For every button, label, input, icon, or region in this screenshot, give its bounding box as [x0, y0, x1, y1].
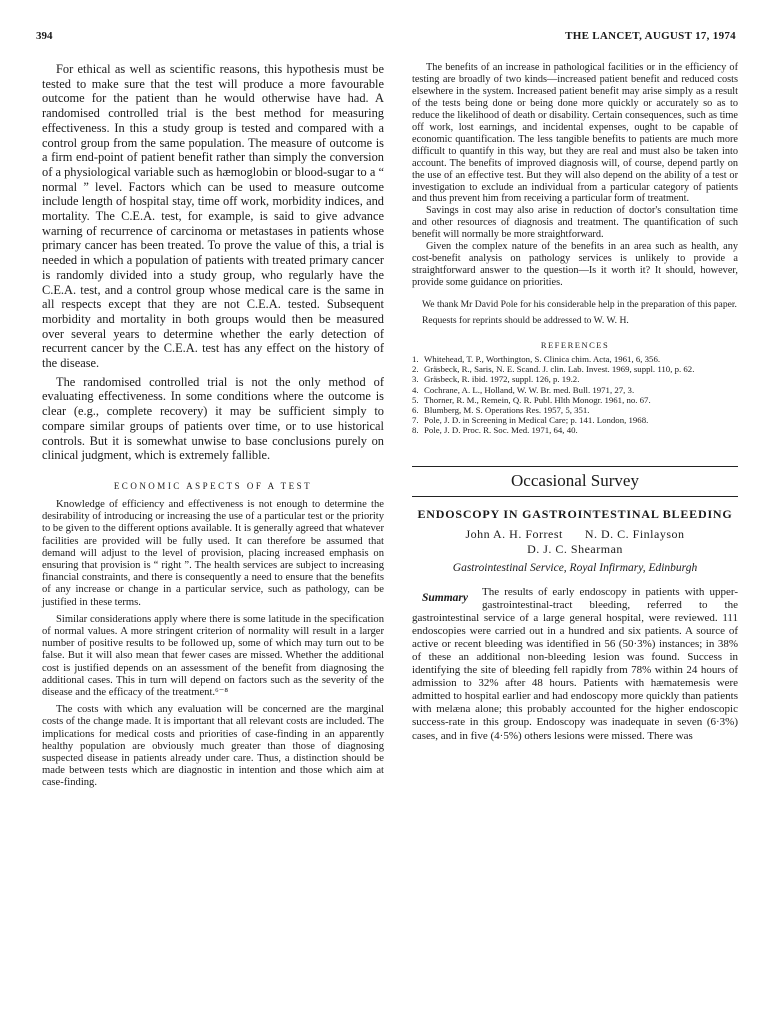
reference-number: 2.	[412, 364, 419, 375]
reference-item	[412, 405, 738, 415]
divider	[412, 466, 738, 467]
reference-item	[412, 354, 738, 364]
divider	[412, 496, 738, 497]
reference-item	[412, 415, 738, 425]
ack-text: Requests for reprints should be addressed to W. W. H.	[422, 314, 629, 326]
reference-item	[412, 374, 738, 384]
reference-number: 5.	[412, 394, 419, 405]
body-paragraph: The randomised controlled trial is not the only method of evaluating effectiveness. In some conditions where the outcome is clear (e.g., complete recovery) it may be sufficient simply to compare similar groups of patients over time, or to use historical controls. But it is somewhat unwise to base conclusions purely on clinical judgment, which is extremely fallible.	[42, 374, 384, 463]
author: D. J. C. Shearman	[527, 541, 623, 556]
authors	[412, 527, 738, 557]
reference-number: 8.	[412, 425, 419, 436]
summary-label: Summary	[422, 591, 469, 604]
reference-number: 1.	[412, 353, 419, 364]
summary-text: The results of early endoscopy in patients with upper-gastrointestinal-tract bleeding, referred to the gastrointestinal service of a large general hospital, were reviewed. 111 endoscopies were carried out in a hundred and six patients. A source of active or recent bleeding was identified in 56 (50·3%) instances; in 38% of these an additional non-bleeding lesion was found. Success in identifying the site of bleeding fell rapidly from 78% within 24 hours of admission to 32% after 48 hours. Patients with hæmatemesis were admitted to hospital earlier and had endoscopy more quickly than patients with melæna alone; this probably accounted for the higher endoscopic success-rate in this group. Endoscopy was inadequate in seven (6·3%) cases, and in five (4·5%) others lesions were missed. There was	[412, 585, 738, 742]
body-paragraph: The benefits of an increase in pathological facilities or in the efficiency of testing are broadly of two kinds—increased patient benefit and reduced costs elsewhere in the system. Increased patient benefit may arise simply as a result of the tests being done or being done more quickly or accurately so as to reduce the likelihood of death or disability. Certain consequences, such as time off work, lost earnings, and incidental expenses, ought to be capable of economic quantification. The less tangible benefits to patients are much more difficult to quantify in this way, but they are real and must also be taken into account. The benefits of improved diagnosis will, of course, depend partly on the use of an effective test. But they will also depend on the ability of a test or investigation to exclude an individual from a particular category of patients and thus prevent him from receiving a particular form of treatment.	[412, 62, 738, 205]
reference-text: Whitehead, T. P., Worthington, S. Clinica chim. Acta, 1961, 6, 356.	[424, 353, 661, 364]
ack-text: We thank Mr David Pole for his considerable help in the preparation of this paper.	[422, 299, 737, 311]
right-column	[412, 62, 738, 743]
section-heading: ECONOMIC ASPECTS OF A TEST	[113, 480, 313, 491]
acknowledgements	[412, 299, 738, 326]
reference-text: Pole, J. D. Proc. R. Soc. Med. 1971, 64, 40.	[424, 425, 578, 436]
reference-number: 7.	[412, 415, 419, 426]
reference-item	[412, 385, 738, 395]
section-title: Occasional Survey	[511, 470, 639, 490]
page-number: 394	[36, 30, 53, 42]
body-paragraph: Savings in cost may also arise in reduction of doctor's consultation time and other resources of diagnosis and treatment. The quantification of such benefit will normally be more straightforward.	[412, 205, 738, 241]
reference-text: Blumberg, M. S. Operations Res. 1957, 5, 351.	[424, 404, 590, 415]
reference-item	[412, 364, 738, 374]
reference-text: Cochrane, A. L., Holland, W. W. Br. med. Bull. 1971, 27, 3.	[424, 384, 635, 395]
reference-text: Gräsbeck, R. ibid. 1972, suppl. 126, p. 19.2.	[424, 374, 580, 385]
running-title: THE LANCET, AUGUST 17, 1974	[565, 30, 736, 42]
body-paragraph: Given the complex nature of the benefits in an area such as health, any cost-benefit analysis on pathology services is unlikely to provide a straightforward answer to the question—Is it worth it? It should, however, provide some guidance on priorities.	[412, 241, 738, 289]
references-heading: REFERENCES	[540, 339, 610, 350]
references-list	[412, 354, 738, 436]
reference-item	[412, 395, 738, 405]
body-paragraph: For ethical as well as scientific reasons, this hypothesis must be tested to make sure that the test will produce a more favourable outcome for the patient than he would otherwise have had. A randomised controlled trial is the best method for measuring effectiveness. In this a study group is tested and compared with a control group from the same population. The measure of outcome is a firm end-point of patient benefit rather than simply the conversion of a physiological variable such as hæmoglobin or blood-sugar to a “ normal ” level. Factors which can be used to measure outcome include length of hospital stay, time off work, morbidity indices, and mortality. The C.E.A. test, for example, is said to give advance warning of recurrence of carcinoma or metastases in patients whose primary cancer has been treated. To prove the value of this, a trial is needed in which a population of patients with treated primary cancer is randomly divided into a study group, who regularly have the C.E.A. test, and a control group whose medical care is the same in all respects except that they are not C.E.A. tested. Subsequent morbidity and mortality in both groups would then be measured over several years to determine whether the early detection of recurrent cancer by the C.E.A. test has any effect on the history of the disease.	[42, 62, 384, 371]
reference-text: Gräsbeck, R., Saris, N. E. Scand. J. clin. Lab. Invest. 1969, suppl. 110, p. 62.	[424, 364, 695, 375]
reference-item	[412, 425, 738, 435]
article-title: ENDOSCOPY IN GASTROINTESTINAL BLEEDING	[417, 506, 733, 521]
summary	[412, 586, 738, 743]
page-header	[36, 30, 736, 46]
reference-number: 6.	[412, 404, 419, 415]
author: John A. H. Forrest	[465, 526, 563, 541]
reference-number: 3.	[412, 374, 419, 385]
reference-text: Pole, J. D. in Screening in Medical Care; p. 141. London, 1968.	[424, 415, 649, 426]
left-column	[42, 62, 384, 790]
body-paragraph: Knowledge of efficiency and effectiveness is not enough to determine the desirability of introducing or increasing the use of a particular test or the priority to be given to the different options available. It is generally agreed that whatever facilities are provided will be fully used. It can therefore be assumed that demand will adjust to the level of provision, placing increased emphasis on ensuring that provision is “ right ”. The health services are subject to increasing financial constraints, and there is consequently a need to ensure that the benefits of any increase or change in a particular service, such as pathology, can be justified in these terms.	[42, 498, 384, 608]
body-paragraph: The costs with which any evaluation will be concerned are the marginal costs of the change made. It is important that all relevant costs are included. The implications for medical costs and priorities of case-finding in an apparently healthy population are obviously much greater than those of diagnosing suspected disease in patients already under care. Thus, a distinction should be made between tests which are diagnostic in intention and those which aim at case-finding.	[42, 704, 384, 789]
body-paragraph: Similar considerations apply where there is some latitude in the specification of normal values. A more stringent criterion of normality will result in a larger number of positive results to be followed up, some of which may turn out to be false. But it will also mean that fewer cases are missed. Whether the additional cost is justified depends on an assessment of the benefit from diagnosing the additional cases. This in turn will depend on factors such as the severity of the disease and the efficacy of the treatment.⁶⁻⁸	[42, 613, 384, 699]
affiliation: Gastrointestinal Service, Royal Infirmary, Edinburgh	[452, 561, 698, 574]
author: N. D. C. Finlayson	[584, 526, 685, 541]
reference-number: 4.	[412, 384, 419, 395]
reference-text: Thorner, R. M., Remein, Q. R. Publ. Hlth Monogr. 1961, no. 67.	[424, 394, 651, 405]
